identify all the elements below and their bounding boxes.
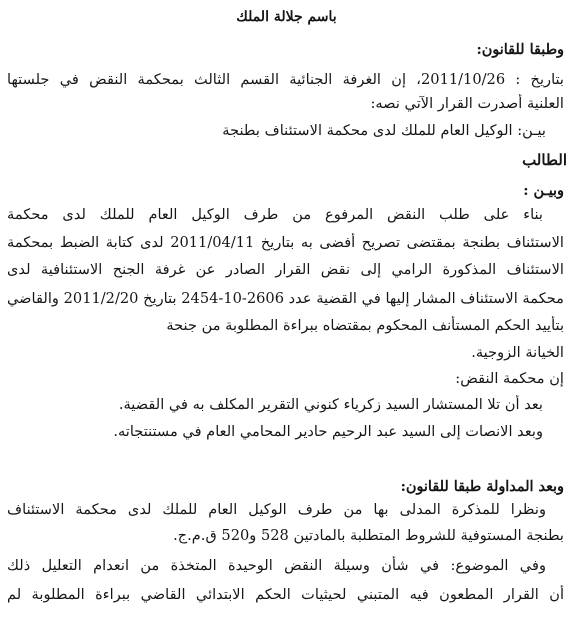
body-line: الاستئناف المذكورة الرامي إلى نقض القرار الصادر عن غرفة الجنح الاستئنافية لدى: [7, 261, 564, 278]
paragraph-line: العلنية أصدرت القرار الآتي نصه:: [370, 95, 564, 112]
court-line: بعد أن تلا المستشار السيد زكرياء كنوني التقرير المكلف به في القضية.: [118, 396, 543, 413]
body-line: بناء على طلب النقض المرفوع من طرف الوكيل العام للملك لدى محكمة: [7, 206, 543, 223]
body-line: الاستئناف بطنجة بمقتضى تصريح أفضى به بتاريخ 2011/04/11 لدى كتابة الضبط بمحكمة: [7, 234, 564, 251]
deliberation-line: ونظرا للمذكرة المدلى بها من طرف الوكيل العام للملك لدى محكمة الاستئناف: [7, 501, 546, 518]
document-title: باسم جلالة الملك: [236, 9, 337, 25]
section-heading-court: إن محكمة النقض:: [455, 370, 564, 387]
paragraph-line: بتاريخ : 2011/10/26، إن الغرفة الجنائية القسم الثالث بمحكمة النقض في جلستها: [7, 71, 564, 88]
subject-line: وفي الموضوع: في شأن وسيلة النقض الوحيدة المتخذة من انعدام التعليل ذلك: [7, 557, 546, 574]
body-line: محكمة الاستئناف المشار إليها في القضية عدد 2606-10-2454 بتاريخ 2011/2/20 والقاضي: [7, 290, 564, 307]
party-line: بيـن: الوكيل العام للملك لدى محكمة الاستئناف بطنجة: [222, 122, 546, 139]
body-line: بتأييد الحكم المستأنف المحكوم بمقتضاه ببراءة المطلوبة من جنحة: [166, 317, 564, 334]
petitioner-label: الطالب: [522, 151, 567, 169]
section-heading-deliberation: وبعد المداولة طبقا للقانون:: [400, 478, 564, 495]
court-line: وبعد الانصات إلى السيد عبد الرحيم حادير المحامي العام في مستنتجاته.: [113, 423, 543, 440]
deliberation-line: بطنجة المستوفية للشروط المتطلبة بالمادتين 528 و520 ق.م.ج.: [173, 527, 564, 544]
subject-line: أن القرار المطعون فيه المتبني لحيثيات الحكم الابتدائي القاضي ببراءة المطلوبة لم: [7, 586, 564, 603]
section-heading-law: وطبقا للقانون:: [476, 41, 564, 58]
body-line: الخيانة الزوجية.: [471, 344, 564, 361]
section-heading-between: وبيـن :: [523, 182, 564, 199]
